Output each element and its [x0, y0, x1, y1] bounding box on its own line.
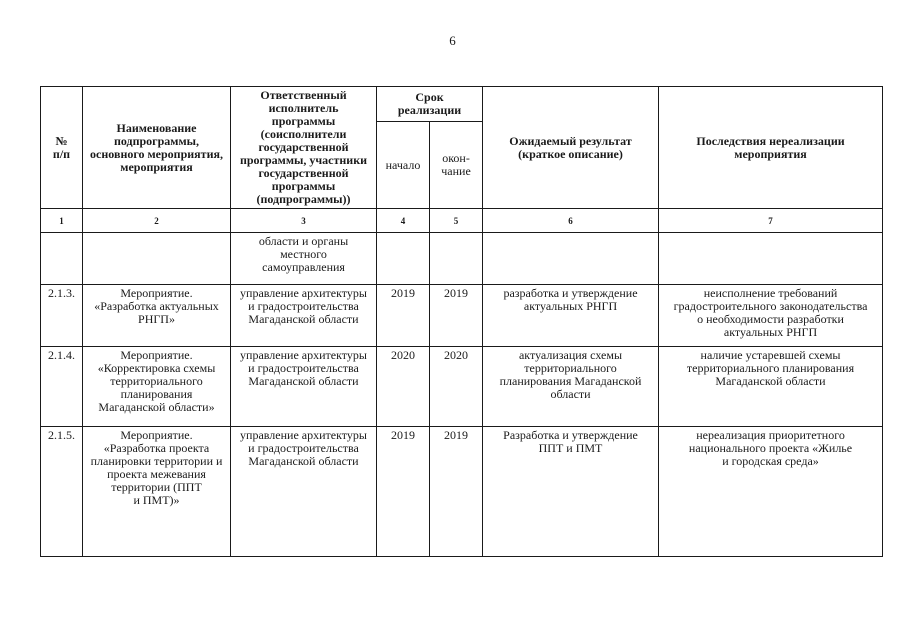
header-name: Наименование подпрограммы, основного мероприятия, мероприятия [83, 87, 231, 209]
cell-result: актуализация схемы территориального планирования Магаданской области [483, 347, 659, 427]
column-number: 4 [377, 209, 430, 233]
cell-num: 2.1.3. [41, 285, 83, 347]
cell-end: 2020 [430, 347, 483, 427]
measures-table [40, 86, 883, 557]
cell-responsible: управление архитектуры и градостроительства Магаданской области [231, 347, 377, 427]
cell-name: Мероприятие. «Корректировка схемы территориального планирования Магаданской области» [83, 347, 231, 427]
cell-start [377, 233, 430, 285]
table-row [41, 427, 883, 557]
cell-num [41, 233, 83, 285]
cell-result [483, 233, 659, 285]
cell-end: 2019 [430, 427, 483, 557]
cell-result: разработка и утверждение актуальных РНГП [483, 285, 659, 347]
column-number: 5 [430, 209, 483, 233]
column-number: 3 [231, 209, 377, 233]
column-number: 6 [483, 209, 659, 233]
header-consequences: Последствия нереализации мероприятия [659, 87, 883, 209]
header-end: окон- чание [430, 122, 483, 209]
column-number: 2 [83, 209, 231, 233]
cell-consequences: неисполнение требований градостроительного законодательства о необходимости разработки актуальных РНГП [659, 285, 883, 347]
column-number: 7 [659, 209, 883, 233]
cell-end: 2019 [430, 285, 483, 347]
cell-result: Разработка и утверждение ППТ и ПМТ [483, 427, 659, 557]
cell-num: 2.1.4. [41, 347, 83, 427]
cell-consequences: наличие устаревшей схемы территориального планирования Магаданской области [659, 347, 883, 427]
cell-responsible: управление архитектуры и градостроительства Магаданской области [231, 427, 377, 557]
column-number: 1 [41, 209, 83, 233]
header-period: Срок реализации [377, 87, 483, 122]
header-start: начало [377, 122, 430, 209]
column-numbers-row [41, 209, 883, 233]
cell-consequences [659, 233, 883, 285]
cell-name [83, 233, 231, 285]
header-num: № п/п [41, 87, 83, 209]
header-responsible: Ответственный исполнитель программы (соисполнители государственной программы, участники государственной программы (подпрограммы)) [231, 87, 377, 209]
cell-start: 2019 [377, 285, 430, 347]
cell-end [430, 233, 483, 285]
table-row [41, 285, 883, 347]
cell-name: Мероприятие. «Разработка проекта планировки территории и проекта межевания территории (ППТ и ПМТ)» [83, 427, 231, 557]
header-result: Ожидаемый результат (краткое описание) [483, 87, 659, 209]
page-number: 6 [449, 33, 456, 48]
header-row-top [41, 87, 883, 122]
cell-consequences: нереализация приоритетного национального проекта «Жилье и городская среда» [659, 427, 883, 557]
table-row [41, 233, 883, 285]
cell-num: 2.1.5. [41, 427, 83, 557]
cell-responsible: управление архитектуры и градостроительства Магаданской области [231, 285, 377, 347]
cell-start: 2020 [377, 347, 430, 427]
cell-start: 2019 [377, 427, 430, 557]
cell-responsible: области и органы местного самоуправления [231, 233, 377, 285]
table-row [41, 347, 883, 427]
cell-name: Мероприятие. «Разработка актуальных РНГП» [83, 285, 231, 347]
